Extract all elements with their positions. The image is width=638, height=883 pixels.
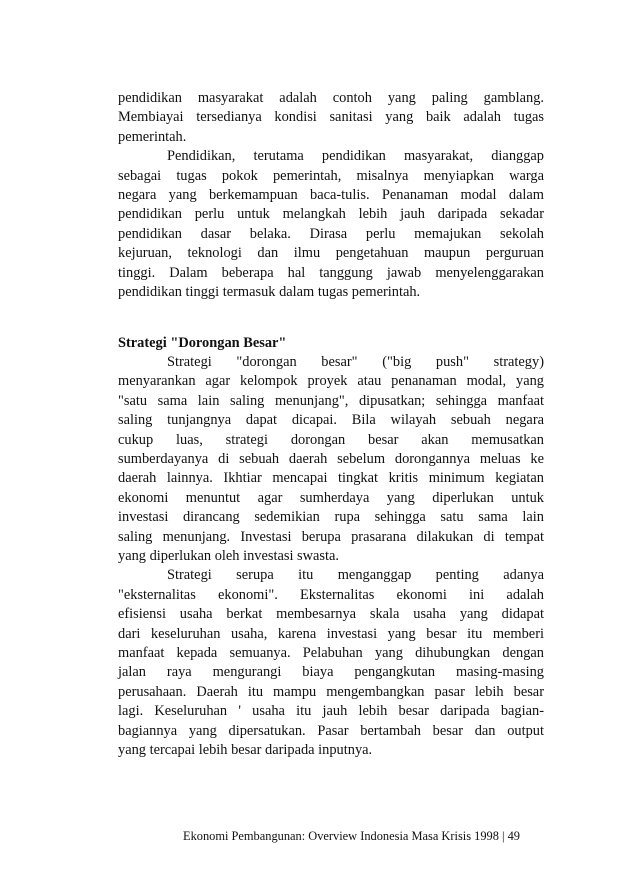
text-line: Membiayai tersedianya kondisi sanitasi yang baik adalah tugas [118, 109, 544, 126]
text-line: kejuruan, teknologi dan ilmu pengetahuan maupun perguruan [118, 245, 544, 262]
text-line: cukup luas, strategi dorongan besar akan memusatkan [118, 431, 544, 448]
text-line: "satu sama lain saling menunjang", dipusatkan; sehingga manfaat [118, 392, 544, 409]
text-line: lagi. Keseluruhan ' usaha itu jauh lebih besar daripada bagian- [118, 703, 544, 720]
text-line: manfaat kepada semuanya. Pelabuhan yang dihubungkan dengan [118, 644, 544, 661]
text-line: Strategi serupa itu menganggap penting adanya [167, 567, 544, 584]
text-line: tinggi. Dalam beberapa hal tanggung jawab menyelenggarakan [118, 264, 544, 281]
page-body [118, 89, 544, 760]
section-heading: Strategi "Dorongan Besar" [118, 334, 287, 351]
paragraph-4 [118, 566, 544, 760]
text-line: Pendidikan, terutama pendidikan masyarakat, dianggap [167, 148, 544, 165]
text-line: Strategi "dorongan besar" ("big push" strategy) [167, 354, 544, 371]
text-line: ekonomi menuntut agar sumherdaya yang diperlukan untuk [118, 489, 544, 506]
text-line: dari keseluruhan usaha, karena investasi yang besar itu memberi [118, 625, 544, 642]
text-line: bagiannya yang dipersatukan. Pasar bertambah besar dan output [118, 722, 544, 739]
text-line: pendidikan tinggi termasuk dalam tugas pemerintah. [118, 283, 421, 300]
text-line: pendidikan dasar belaka. Dirasa perlu memajukan sekolah [118, 225, 544, 242]
text-line: pendidikan perlu untuk melangkah lebih jauh daripada sekadar [118, 206, 544, 223]
paragraph-2 [118, 147, 544, 302]
section-gap [118, 302, 544, 321]
text-line: pemerintah. [118, 128, 187, 145]
text-line: yang tercapai lebih besar daripada inputnya. [118, 741, 373, 758]
section-gap [118, 322, 544, 334]
paragraph-3 [118, 353, 544, 566]
text-line: saling menunjang. Investasi berupa prasarana dilakukan di tempat [118, 528, 544, 545]
text-line: menyarankan agar kelompok proyek atau penanaman modal, yang [118, 373, 544, 390]
text-line: sebagai tugas pokok pemerintah, misalnya menyiapkan warga [118, 167, 544, 184]
text-line: saling tunjangnya dapat dicapai. Bila wilayah sebuah negara [118, 412, 544, 429]
text-line: investasi dirancang sedemikian rupa sehingga satu sama lain [118, 509, 544, 526]
text-line: perusahaan. Daerah itu mampu mengembangkan pasar lebih besar [118, 683, 544, 700]
text-line: efisiensi usaha berkat membesarnya skala usaha yang didapat [118, 606, 544, 623]
text-line: sumberdayanya di sebuah daerah sebelum dorongannya meluas ke [118, 451, 544, 468]
text-line: daerah lainnya. Ikhtiar mencapai tingkat kritis minimum kegiatan [118, 470, 544, 487]
text-line: yang diperlukan oleh investasi swasta. [118, 547, 340, 564]
text-line: negara yang berkemampuan baca-tulis. Penanaman modal dalam [118, 186, 544, 203]
text-line: "eksternalitas ekonomi". Eksternalitas ekonomi ini adalah [118, 586, 544, 603]
page-footer: Ekonomi Pembangunan: Overview Indonesia Masa Krisis 1998 | 49 [183, 829, 520, 843]
text-line: jalan raya mengurangi biaya pengangkutan masing-masing [118, 664, 544, 681]
text-line: pendidikan masyarakat adalah contoh yang paling gamblang. [118, 90, 544, 106]
paragraph-1 [118, 89, 544, 147]
